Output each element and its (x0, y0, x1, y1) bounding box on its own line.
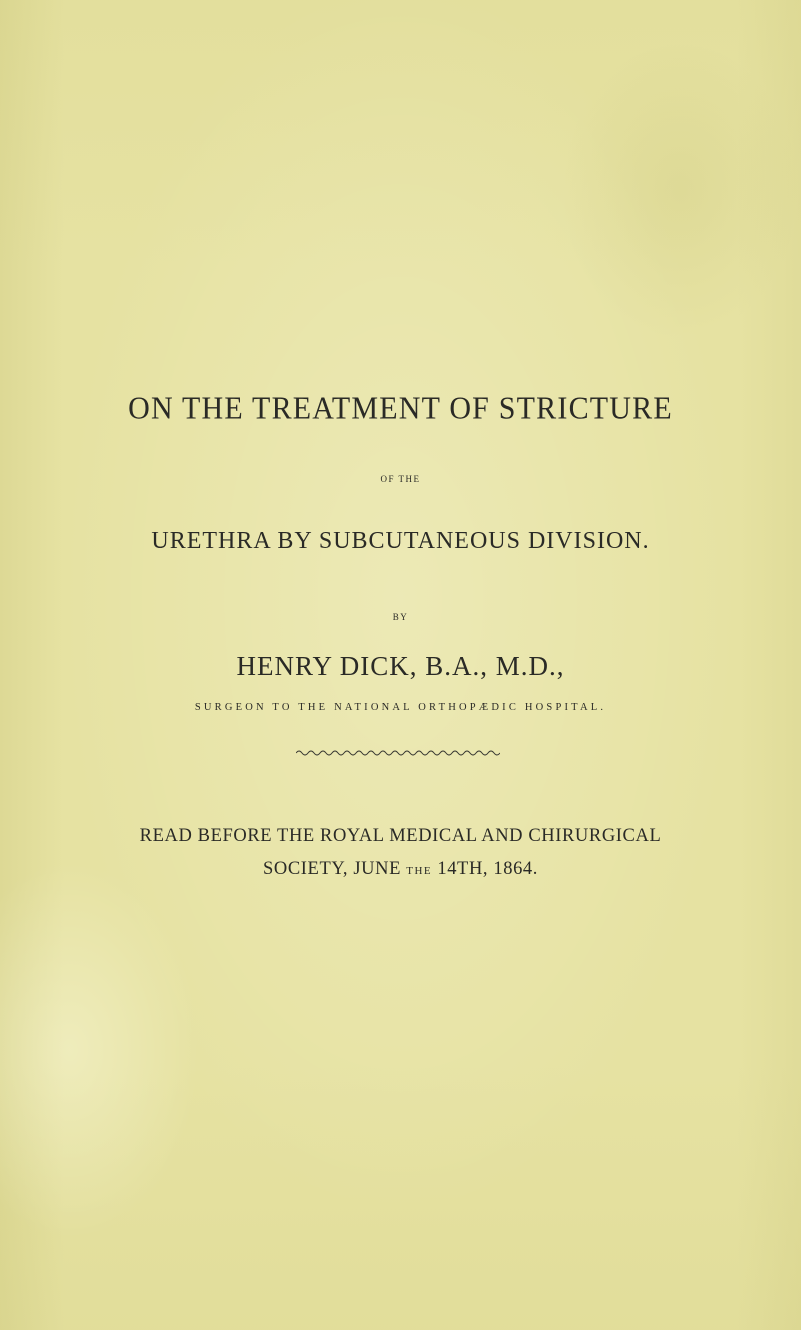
the-word: THE (406, 865, 433, 877)
author-affiliation: SURGEON TO THE NATIONAL ORTHOPÆDIC HOSPITAL. (194, 702, 607, 713)
reading-date: 14TH, 1864. (437, 859, 538, 879)
paper-stain (560, 40, 800, 340)
read-before-line-2 (0, 859, 801, 880)
paper-stain (0, 860, 200, 1240)
wavy-rule-ornament (296, 748, 500, 756)
society-june-text: SOCIETY, JUNE (263, 859, 401, 879)
title-line-2: URETHRA BY SUBCUTANEOUS DIVISION. (151, 528, 650, 554)
author-name: HENRY DICK, B.A., M.D., (236, 651, 565, 681)
title-line-1: ON THE TREATMENT OF STRICTURE (128, 391, 673, 426)
read-before-line-1: READ BEFORE THE ROYAL MEDICAL AND CHIRURGICAL (139, 826, 662, 846)
by-label: BY (392, 612, 409, 622)
title-of-the: OF THE (380, 474, 421, 484)
